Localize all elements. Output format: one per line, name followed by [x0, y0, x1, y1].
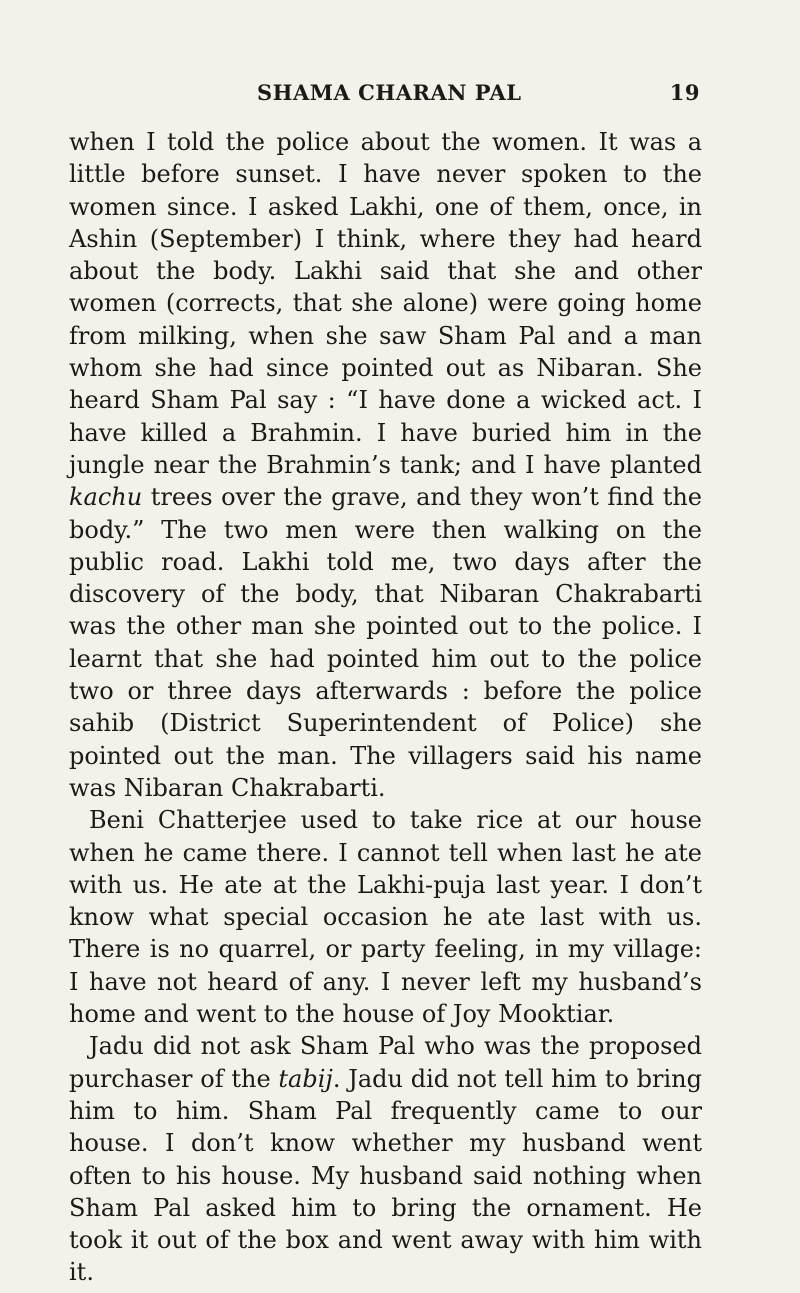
running-header [257, 80, 700, 110]
paragraph-1-part-a: when I told the police about the women. It was a little before sunset. I have never spoken to the women since. I asked Lakhi, one of them, once, in Ashin (September) I think, where they had heard about the body. Lakhi said that she and other women (corrects, that she alone) were going home from milking, when she saw Sham Pal and a man whom she had since pointed out as Nibaran. She heard Sham Pal say : “I have done a wicked act. I have killed a Brahmin. I have buried him in the jungle near the Brahmin’s tank; and I have planted [69, 128, 702, 479]
paragraph-3-part-a: Jadu did not ask Sham Pal who was the proposed purchaser of the [69, 1032, 702, 1093]
paragraph-3-part-b: . Jadu did not tell him to bring him to him. Sham Pal frequently came to our house. I don’t know whether my husband went often to his house. My husband said nothing when Sham Pal asked him to bring the ornament. He took it out of the box and went away with him with it. [69, 1064, 703, 1287]
paragraph-3 [69, 1030, 702, 1288]
page-number: 19 [669, 80, 700, 105]
paragraph-1-italic: kachu [69, 483, 143, 512]
body-text [69, 126, 702, 1289]
paragraph-1 [69, 126, 702, 804]
paragraph-2: Beni Chatterjee used to take rice at our house when he came there. I cannot tell when last he ate with us. He ate at the Lakhi-puja last year. I don’t know what special occasion he ate last with us. There is no quarrel, or party feeling, in my village: I have not heard of any. I never left my husband’s home and went to the house of Joy Mooktiar. [69, 806, 702, 1029]
paragraph-1-part-b: trees over the grave, and they won’t find the body.” The two men were then walking on the public road. Lakhi told me, two days after the discovery of the body, that Nibaran Chakrabarti was the other man she pointed out to the police. I learnt that she had pointed him out to the police two or three days afterwards : before the police sahib (District Superintendent of Police) she pointed out the man. The villagers said his name was Nibaran Chakrabarti. [69, 483, 702, 802]
paragraph-3-italic: tabij [278, 1064, 333, 1093]
header-title: SHAMA CHARAN PAL [257, 80, 522, 105]
